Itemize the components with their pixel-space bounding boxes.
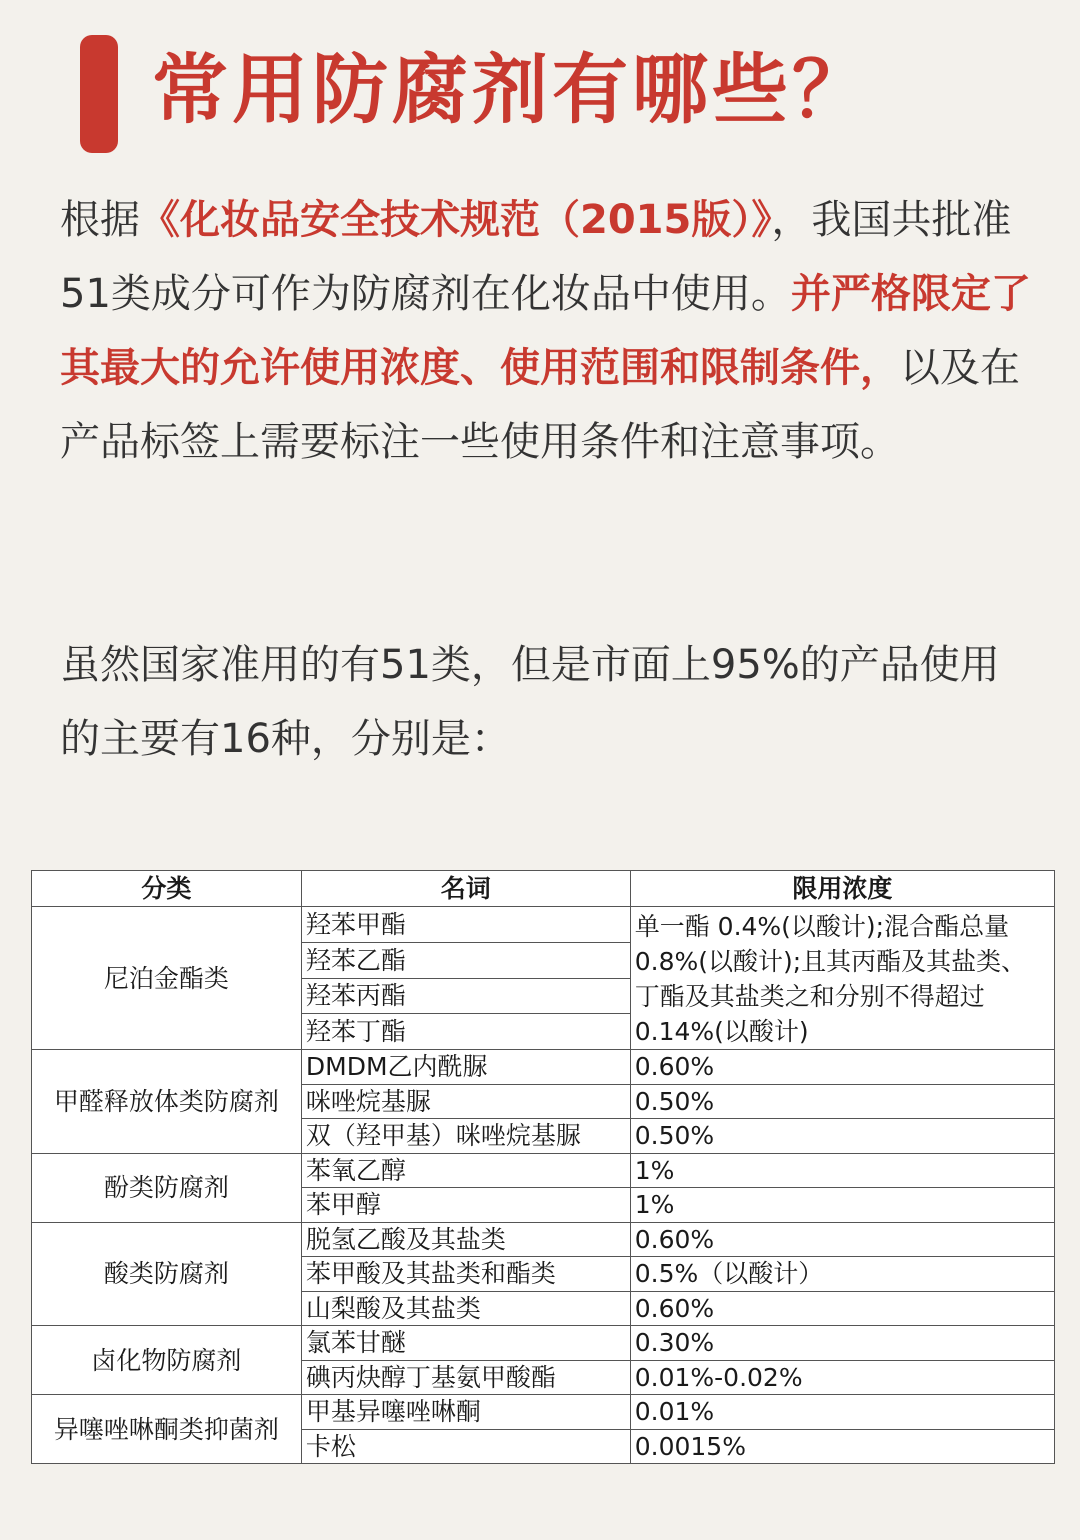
name-cell: 羟苯丙酯 bbox=[301, 978, 630, 1014]
table-row bbox=[32, 907, 1055, 943]
concentration-cell: 0.5%（以酸计） bbox=[630, 1257, 1054, 1292]
name-cell: 山梨酸及其盐类 bbox=[301, 1291, 630, 1326]
regulation-title: 《化妆品安全技术规范（2015版）》 bbox=[140, 197, 772, 243]
name-cell: 氯苯甘醚 bbox=[301, 1326, 630, 1361]
category-cell: 酸类防腐剂 bbox=[32, 1222, 302, 1326]
name-cell: 羟苯丁酯 bbox=[301, 1014, 630, 1050]
concentration-cell: 0.60% bbox=[630, 1222, 1054, 1257]
concentration-cell: 0.0015% bbox=[630, 1429, 1054, 1464]
intro-text: ，我国共批准51类成分可作为防腐剂在化妆品中使用。 bbox=[60, 197, 1012, 317]
concentration-cell: 0.60% bbox=[630, 1050, 1054, 1085]
header-category: 分类 bbox=[32, 871, 302, 907]
preservative-table bbox=[31, 870, 1055, 1464]
category-cell: 甲醛释放体类防腐剂 bbox=[32, 1050, 302, 1154]
name-cell: 碘丙炔醇丁基氨甲酸酯 bbox=[301, 1360, 630, 1395]
concentration-cell: 单一酯 0.4%(以酸计);混合酯总量0.8%(以酸计);且其丙酯及其盐类、丁酯及其盐类之和分别不得超过0.14%(以酸计) bbox=[630, 907, 1054, 1050]
intro-lead: 根据 bbox=[60, 197, 140, 243]
intro-paragraph bbox=[60, 183, 1035, 479]
table-row bbox=[32, 1395, 1055, 1430]
concentration-cell: 1% bbox=[630, 1188, 1054, 1223]
intro-text-end: 以及在产品标签上需要标注一些使用条件和注意事项。 bbox=[60, 345, 1020, 465]
concentration-cell: 0.01%-0.02% bbox=[630, 1360, 1054, 1395]
name-cell: 卡松 bbox=[301, 1429, 630, 1464]
table-row bbox=[32, 1222, 1055, 1257]
name-cell: 苯甲醇 bbox=[301, 1188, 630, 1223]
header-name: 名词 bbox=[301, 871, 630, 907]
concentration-cell: 0.50% bbox=[630, 1084, 1054, 1119]
name-cell: DMDM乙内酰脲 bbox=[301, 1050, 630, 1085]
table-row bbox=[32, 1050, 1055, 1085]
page-title: 常用防腐剂有哪些？ bbox=[152, 45, 872, 134]
name-cell: 苯甲酸及其盐类和酯类 bbox=[301, 1257, 630, 1292]
table-row bbox=[32, 1326, 1055, 1361]
table-row bbox=[32, 1153, 1055, 1188]
concentration-cell: 0.01% bbox=[630, 1395, 1054, 1430]
name-cell: 双（羟甲基）咪唑烷基脲 bbox=[301, 1119, 630, 1154]
concentration-cell: 0.30% bbox=[630, 1326, 1054, 1361]
concentration-cell: 0.60% bbox=[630, 1291, 1054, 1326]
name-cell: 甲基异噻唑啉酮 bbox=[301, 1395, 630, 1430]
name-cell: 咪唑烷基脲 bbox=[301, 1084, 630, 1119]
name-cell: 羟苯甲酯 bbox=[301, 907, 630, 943]
table-header-row bbox=[32, 871, 1055, 907]
name-cell: 羟苯乙酯 bbox=[301, 942, 630, 978]
category-cell: 酚类防腐剂 bbox=[32, 1153, 302, 1222]
intro-highlight: 并严格限定了其最大的允许使用浓度、使用范围和限制条件， bbox=[60, 271, 1031, 391]
category-cell: 卤化物防腐剂 bbox=[32, 1326, 302, 1395]
category-cell: 尼泊金酯类 bbox=[32, 907, 302, 1050]
name-cell: 苯氧乙醇 bbox=[301, 1153, 630, 1188]
header-concentration: 限用浓度 bbox=[630, 871, 1054, 907]
title-accent-bar bbox=[80, 35, 118, 153]
concentration-cell: 0.50% bbox=[630, 1119, 1054, 1154]
category-cell: 异噻唑啉酮类抑菌剂 bbox=[32, 1395, 302, 1464]
name-cell: 脱氢乙酸及其盐类 bbox=[301, 1222, 630, 1257]
concentration-cell: 1% bbox=[630, 1153, 1054, 1188]
summary-paragraph: 虽然国家准用的有51类，但是市面上95%的产品使用的主要有16种，分别是： bbox=[60, 642, 1000, 762]
